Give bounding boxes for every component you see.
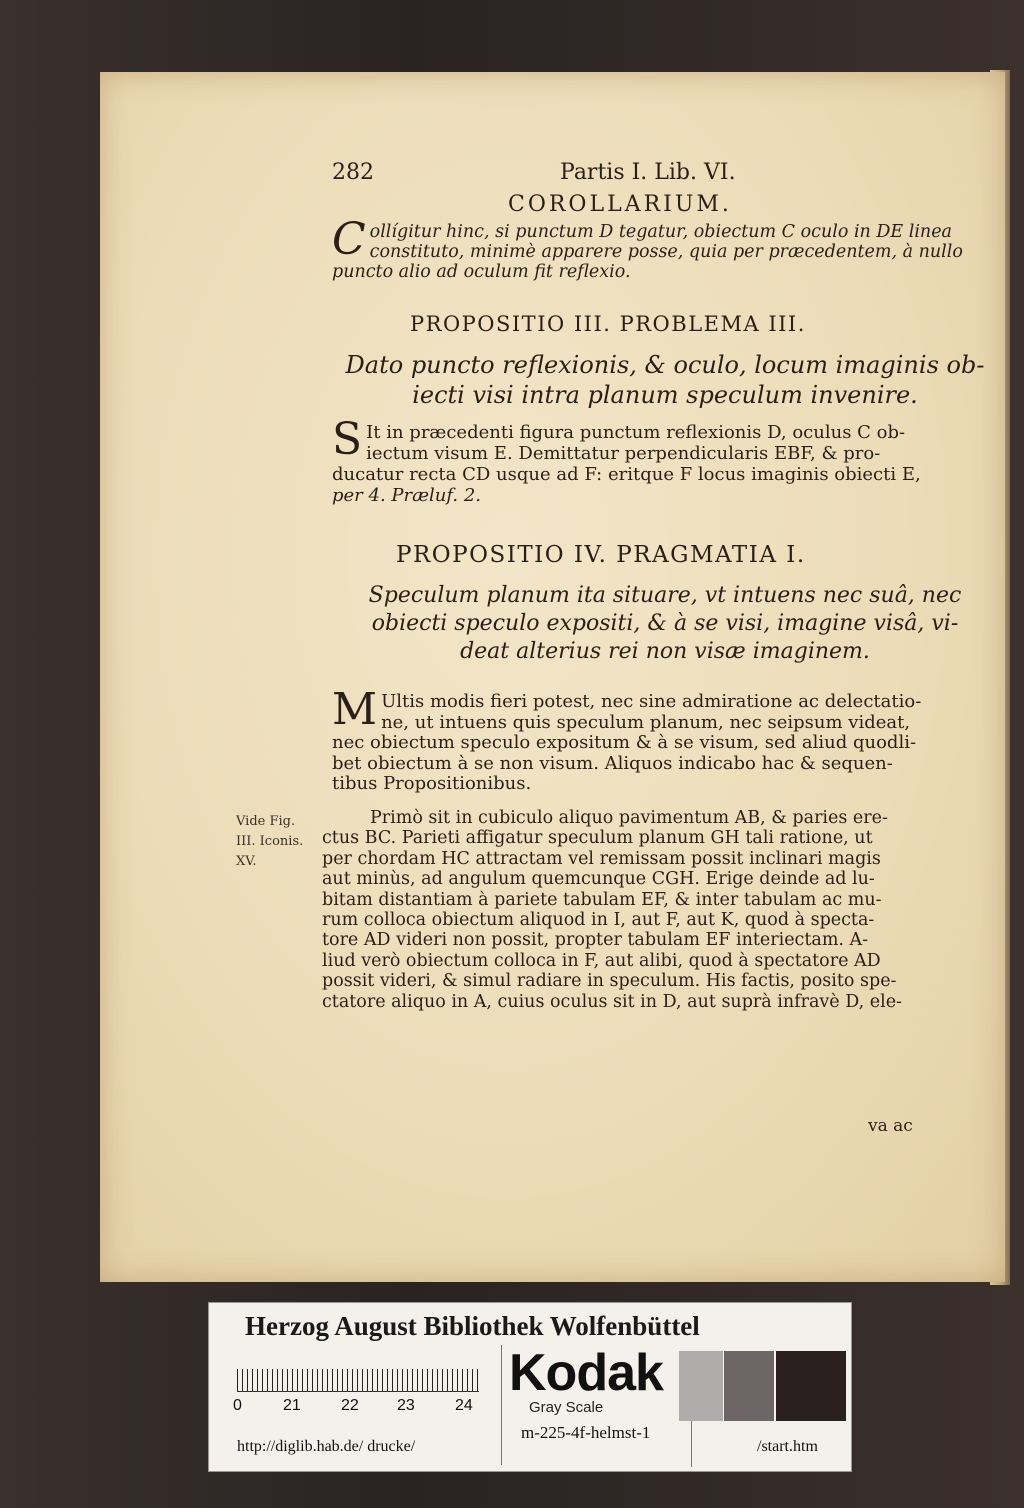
running-head: Partis I. Lib. VI. (560, 160, 736, 185)
text-line: XV. (236, 854, 257, 869)
text-line: constituto, minimè apparere posse, quia per præcedentem, à nullo (369, 242, 963, 262)
text-line: iectum visum E. Demittatur perpendicularis EBF, & pro- (366, 443, 881, 464)
text-line: tibus Propositionibus. (332, 773, 532, 794)
proposition-4-statement (330, 582, 1000, 666)
library-color-card (208, 1302, 852, 1472)
catalog-id: m-225-4f-helmst-1 (521, 1423, 651, 1442)
ruler-label: 23 (397, 1397, 415, 1414)
text-line: bet obiectum à se non visum. Aliquos indicabo hac & sequen- (332, 752, 893, 774)
gray-patch (776, 1351, 846, 1421)
text-line: puncto alio ad oculum fit reflexio. (332, 262, 631, 282)
catchword: va ac (868, 1116, 913, 1136)
text-line: ducatur recta CD usque ad F: eritque F locus imaginis obiecti E, (332, 464, 921, 485)
page-number: 282 (332, 160, 374, 185)
proposition-3-statement (335, 350, 995, 410)
library-name: Herzog August Bibliothek Wolfenbüttel (245, 1311, 700, 1341)
text-line: per 4. Præluf. 2. (332, 485, 482, 506)
proposition-4-paragraph (332, 684, 922, 795)
dropcap: C (332, 214, 366, 265)
text-line: III. Iconis. (236, 834, 304, 849)
text-line: liud verò obiectum colloca in F, aut alibi, quod à spectatore AD (322, 950, 881, 971)
proposition-4-heading: PROPOSITIO IV. PRAGMATIA I. (396, 542, 806, 568)
corollarium-heading: COROLLARIUM. (508, 192, 732, 217)
text-line: Dato puncto reflexionis, & oculo, locum imaginis ob- (345, 351, 985, 379)
body-paragraph (322, 808, 902, 1012)
text-line: rum colloca obiectum aliquod in I, aut F, aut K, quod à specta- (322, 910, 875, 931)
text-line: Ultis modis fieri potest, nec sine admiratione ac delectatio- (381, 691, 922, 712)
margin-note (236, 812, 303, 872)
text-line: It in præcedenti figura punctum reflexionis D, oculus C ob- (366, 422, 906, 443)
divider (691, 1421, 692, 1467)
text-line: per chordam HC attractam vel remissam possit inclinari magis (322, 848, 881, 869)
gray-scale-label: Gray Scale (529, 1399, 604, 1416)
ruler-label: 22 (341, 1397, 359, 1414)
ruler-label: 0 (233, 1397, 242, 1414)
ruler-labels (233, 1397, 483, 1417)
text-line: obiecti speculo expositi, & à se visi, imagine visâ, vi- (371, 611, 959, 636)
text-line: aut minùs, ad angulum quemcunque CGH. Erige deinde ad lu- (322, 869, 875, 890)
text-line: ne, ut intuens quis speculum planum, nec seipsum videat, (381, 711, 911, 733)
proposition-3-paragraph (332, 414, 921, 506)
text-line: Vide Fig. (236, 814, 296, 829)
text-line: ctatore aliquo in A, cuius oculus sit in D, aut suprà infravè D, ele- (322, 991, 902, 1012)
ruler-label: 21 (283, 1397, 301, 1414)
url-left: http://diglib.hab.de/ drucke/ (237, 1438, 416, 1455)
text-line: Speculum planum ita situare, vt intuens nec suâ, nec (368, 583, 962, 608)
text-line: deat alterius rei non visæ imaginem. (460, 639, 870, 664)
book-page (100, 72, 1005, 1282)
text-line: iecti visi intra planum speculum invenire. (412, 381, 918, 409)
text-line: ollígitur hinc, si punctum D tegatur, obiectum C oculo in DE linea (369, 222, 952, 242)
text-line: tore AD videri non possit, propter tabulam EF interiectam. A- (322, 930, 869, 951)
corollarium-paragraph (332, 214, 963, 282)
gray-patch (724, 1351, 774, 1421)
ruler-label: 24 (455, 1397, 473, 1414)
divider (501, 1345, 502, 1465)
text-line: ctus BC. Parieti affigatur speculum planum GH tali ratione, ut (322, 828, 873, 849)
gray-patch (679, 1351, 723, 1421)
url-right: /start.htm (757, 1438, 818, 1455)
scale-ruler (237, 1353, 479, 1392)
proposition-3-heading: PROPOSITIO III. PROBLEMA III. (410, 312, 806, 336)
kodak-logo: Kodak (509, 1344, 663, 1402)
text-line: Primò sit in cubiculo aliquo pavimentum AB, & paries ere- (370, 808, 888, 828)
dropcap: S (332, 414, 363, 465)
text-line: possit videri, & simul radiare in speculum. His factis, posito spe- (322, 971, 897, 992)
dropcap: M (332, 684, 378, 735)
text-line: nec obiectum speculo expositum & à se visum, sed aliud quodli- (332, 732, 917, 753)
text-line: bitam distantiam à pariete tabulam EF, & inter tabulam ac mu- (322, 889, 882, 910)
